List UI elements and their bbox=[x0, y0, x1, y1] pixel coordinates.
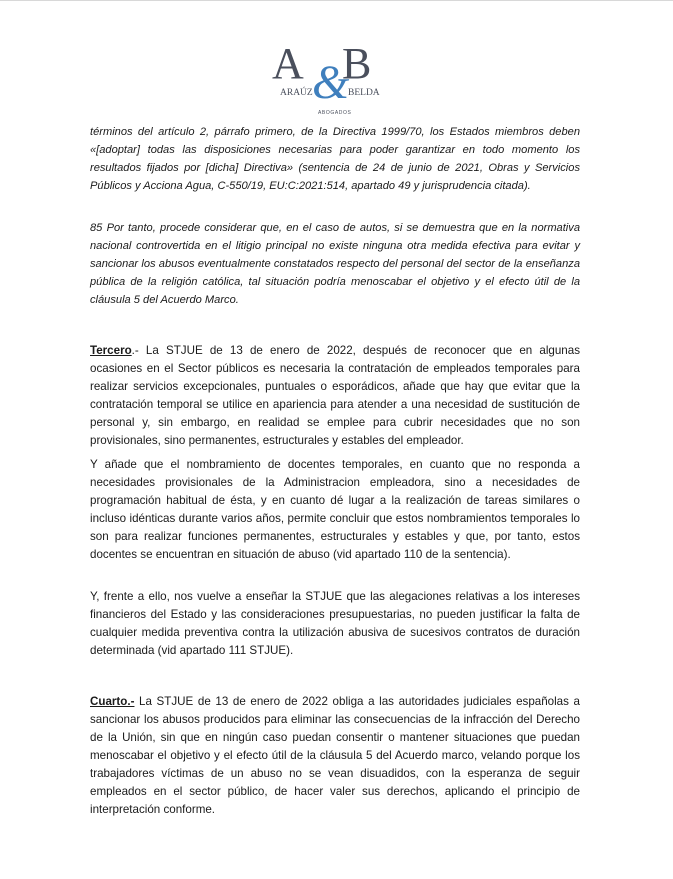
paragraph-frente: Y, frente a ello, nos vuelve a enseñar la STJUE que las alegaciones relativas a los intereses financieros del Estado y las consideraciones presupuestarias, no pueden justificar la falta de cualquier medida preventiva contra la utilización abusiva de sucesivos contratos de duración determinada (vid apartado 111 STJUE). bbox=[90, 590, 580, 657]
logo-letter-a: A bbox=[272, 40, 304, 88]
section-tercero-heading: Tercero bbox=[90, 344, 132, 357]
section-cuarto bbox=[90, 693, 580, 819]
page-top-edge bbox=[0, 0, 673, 1]
logo-letter-b: B bbox=[342, 40, 372, 88]
logo-left-name: ARAÚZ bbox=[280, 88, 313, 98]
section-tercero bbox=[90, 342, 580, 450]
paragraph-nombramiento: Y añade que el nombramiento de docentes temporales, en cuanto que no responda a necesidades provisionales de la Administracion empleadora, sino a necesidades de programación habitual de ésta, y en cuanto dé lugar a la realización de tareas similares o incluso idénticas durante varios años, permite concluir que estos nombramientos temporales lo son para realizar funciones permanentes, estructurales y estables y que, por tanto, estos docentes se encuentran en situación de abuso (vid apartado 110 de la sentencia). bbox=[90, 458, 580, 561]
logo-graphic bbox=[272, 40, 392, 120]
section-cuarto-text: La STJUE de 13 de enero de 2022 obliga a las autoridades judiciales españolas a sancionar los abusos producidos para eliminar las consecuencias de la infracción del Derecho de la Unión, sin que en ningún caso puedan consentir o mantener situaciones que puedan menoscabar el objetivo y el efecto útil de la cláusula 5 del Acuerdo marco, velando porque los trabajadores víctimas de un abuso no se vean disuadidos, con la esperanza de seguir empleados en el sector público, de hacer valer sus derechos, aplicando el principio de interpretación conforme. bbox=[90, 695, 580, 816]
quote-paragraph-1: términos del artículo 2, párrafo primero, de la Directiva 1999/70, los Estados miembros deben «[adoptar] todas las disposiciones necesarias para poder garantizar en todo momento los resultados fijados por [dicha] Directiva» (sentencia de 24 de junio de 2021, Obras y Servicios Públicos y Acciona Agua, C‑550/19, EU:C:2021:514, apartado 49 y jurisprudencia citada). bbox=[90, 126, 580, 192]
section-cuarto-heading: Cuarto.- bbox=[90, 695, 135, 708]
logo-ampersand: & bbox=[312, 56, 350, 109]
section-tercero-text: .- La STJUE de 13 de enero de 2022, después de reconocer que en algunas ocasiones en el Sector públicos es necesaria la contratación de empleados temporales para realizar servicios excepcionales, puntuales o esporádicos, añade que hay que evitar que la contratación temporal se utilice en apariencia para atender a una necesidad de sustitución de personal y, sin embargo, en realidad se emplee para cubrir necesidades que no son provisionales, sino permanentes, estructurales y estables del empleador. bbox=[90, 344, 580, 447]
quote-paragraph-2: 85 Por tanto, procede considerar que, en el caso de autos, si se demuestra que en la normativa nacional controvertida en el litigio principal no existe ninguna otra medida efectiva para evitar y sancionar los abusos eventualmente constatados respecto del personal del sector de la enseñanza pública de la religión católica, tal situación podría menoscabar el objetivo y el efecto útil de la cláusula 5 del Acuerdo Marco. bbox=[90, 222, 580, 306]
firm-logo bbox=[272, 40, 392, 120]
logo-subtitle: ABOGADOS bbox=[318, 110, 352, 116]
logo-right-name: BELDA bbox=[348, 88, 380, 98]
